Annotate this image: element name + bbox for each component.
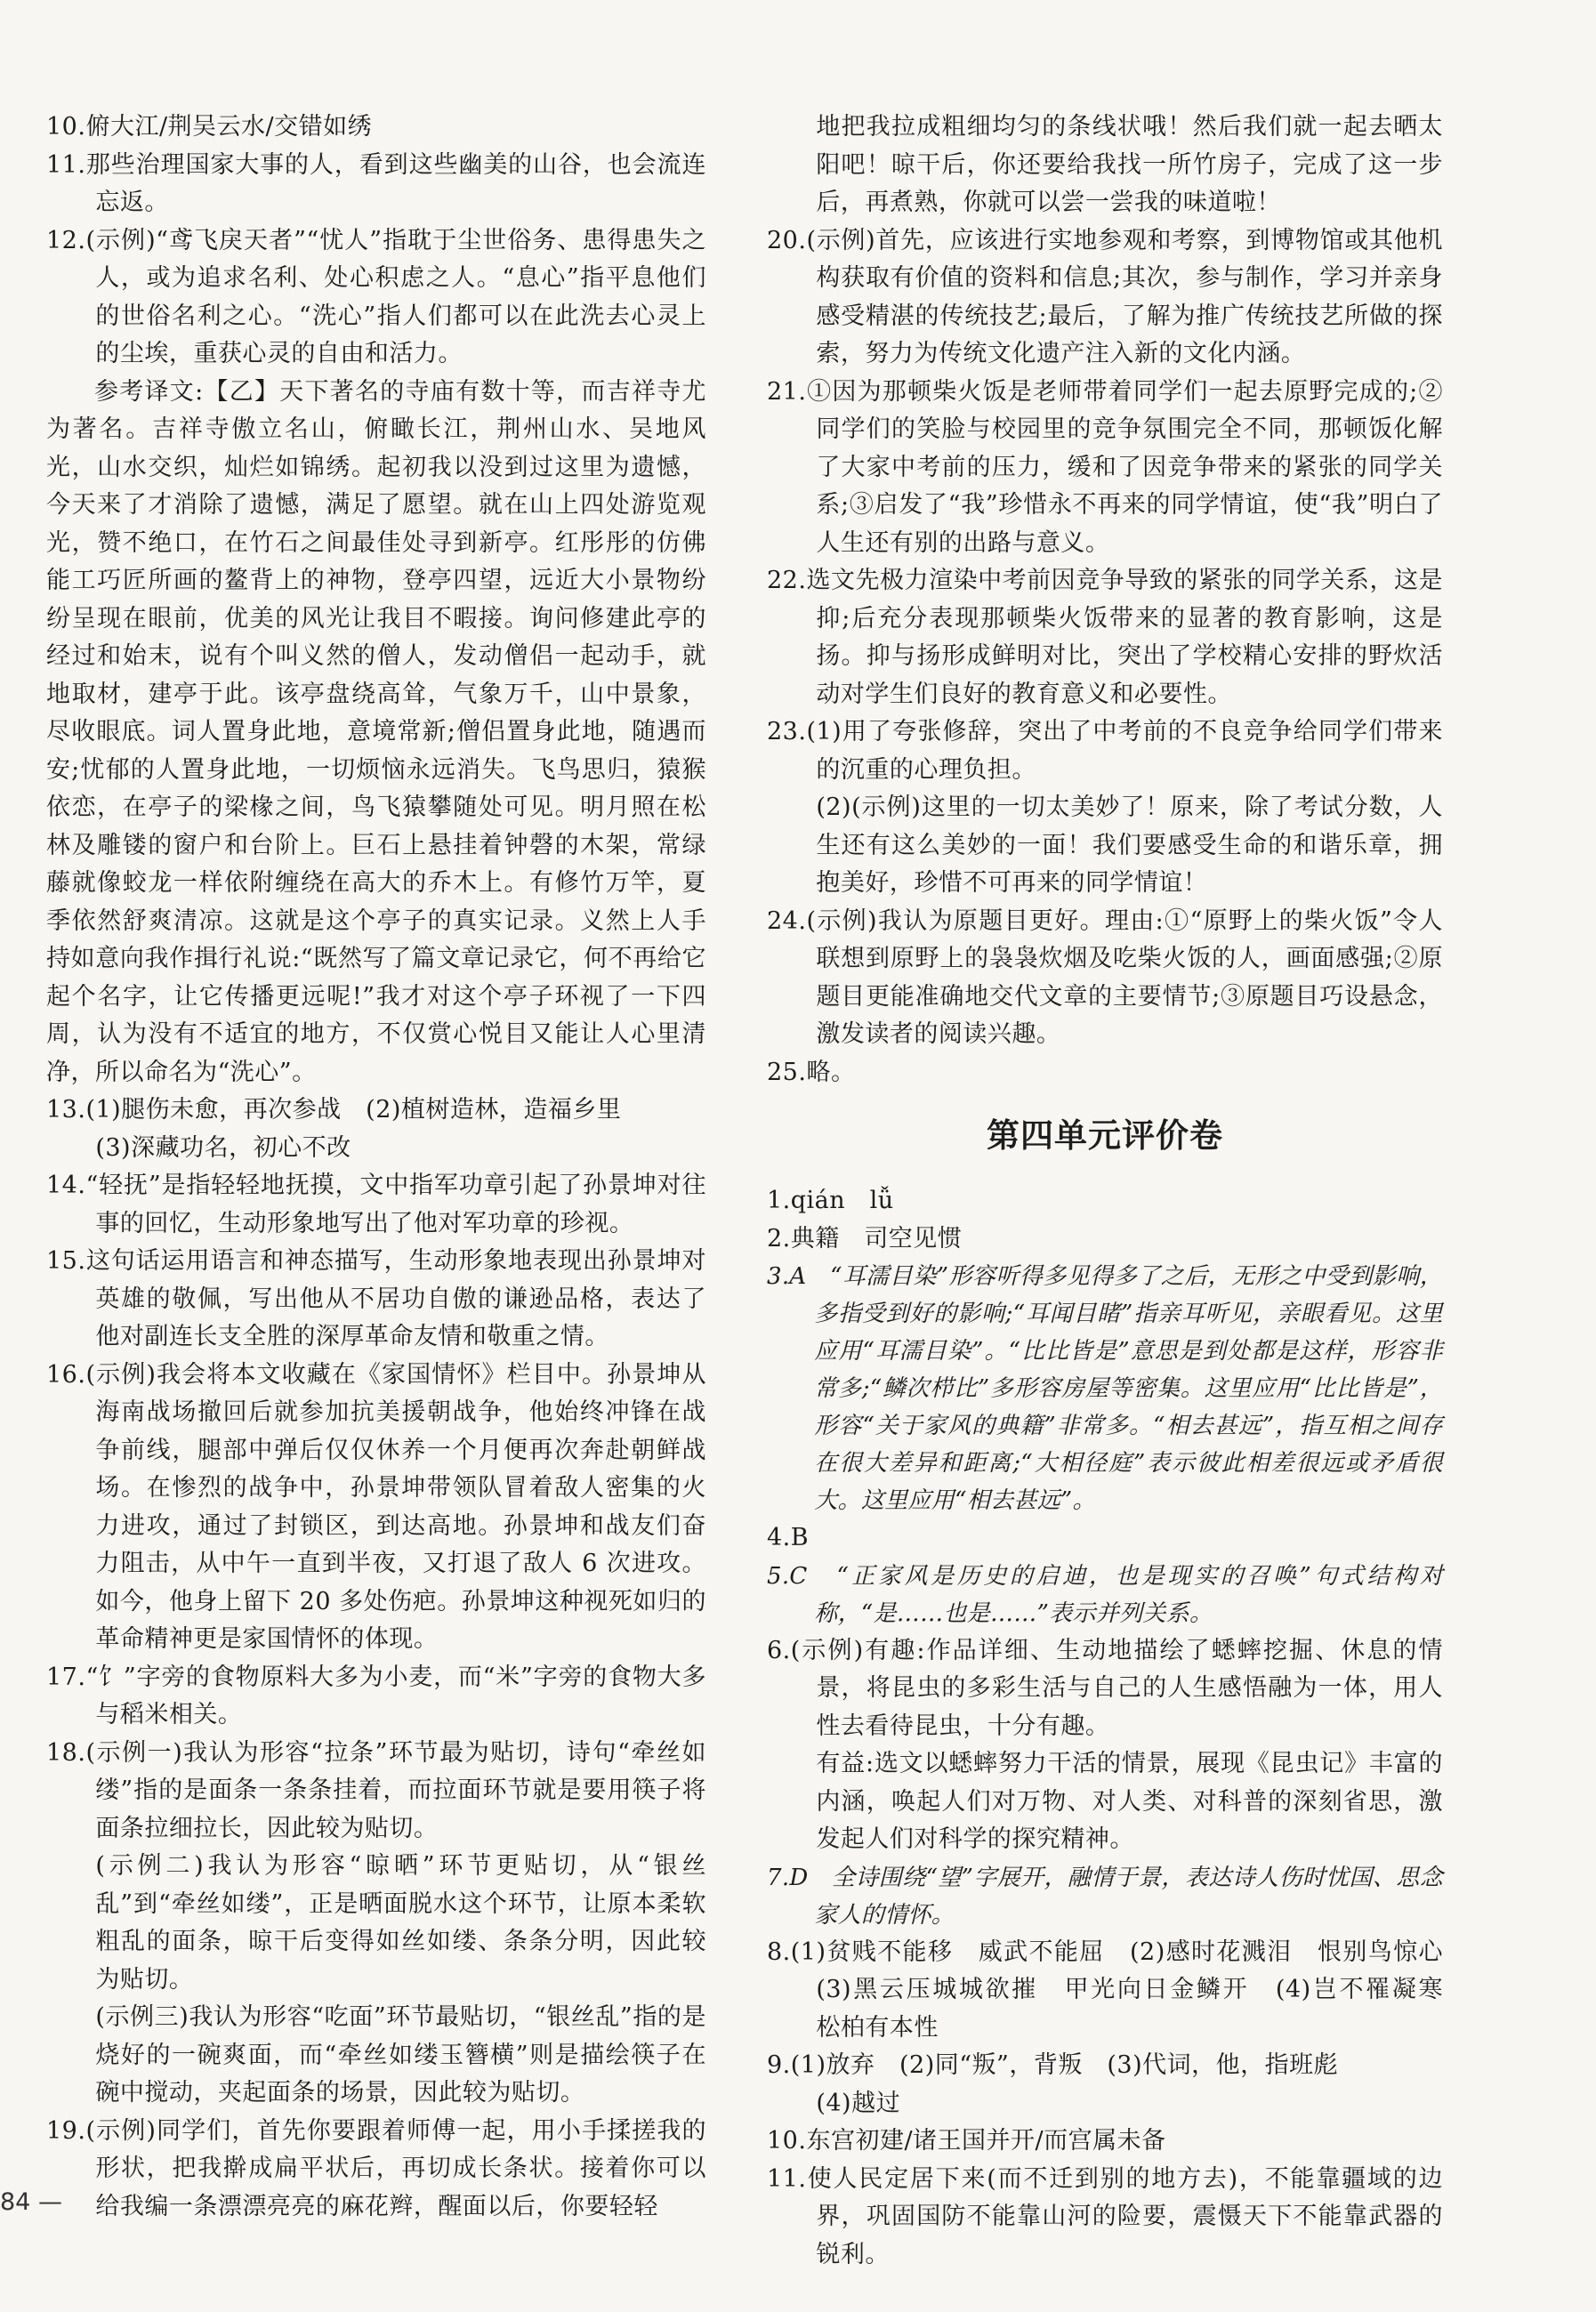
answer-paragraph: 11.使人民定居下来(而不迁到别的地方去)，不能靠疆域的边界，巩固国防不能靠山河的险要，震慑天下不能靠武器的锐利。 [767, 2164, 1443, 2268]
answer-paragraph: 19.(示例)同学们，首先你要跟着师傅一起，用小手揉搓我的形状，把我擀成扁平状后，再切成长条状。接着你可以给我编一条漂漂亮亮的麻花辫，醒面以后，你要轻轻 [46, 2116, 706, 2220]
answer-paragraph: 地把我拉成粗细均匀的条线状哦！然后我们就一起去晒太阳吧！晾干后，你还要给我找一所竹房子，完成了这一步后，再煮熟，你就可以尝一尝我的味道啦！ [816, 113, 1443, 216]
answer-paragraph: 13.(1)腿伤未愈，再次参战 (2)植树造林，造福乡里 [46, 1096, 622, 1124]
answer-paragraph: (示例二)我认为形容“晾晒”环节更贴切，从“银丝乱”到“牵丝如缕”，正是晒面脱水这个环节，让原本柔软粗乱的面条，晾干后变得如丝如缕、条条分明，因此较为贴切。 [95, 1852, 706, 1994]
answer-paragraph: 11.那些治理国家大事的人，看到这些幽美的山谷，也会流连忘返。 [46, 150, 706, 216]
answer-paragraph: 16.(示例)我会将本文收藏在《家国情怀》栏目中。孙景坤从海南战场撤回后就参加抗美援朝战争，他始终冲锋在战争前线，腿部中弹后仅仅休养一个月便再次奔赴朝鲜战场。在惨烈的战争中，孙景坤带领队冒着敌人密集的火力进攻，通过了封锁区，到达高地。孙景坤和战友们奋力阻击，从中午一直到半夜，又打退了敌人 6 次进攻。如今，他身上留下 20 多处伤疤。孙景坤这种视死如归的革命精神更是家国情怀的体现。 [46, 1360, 706, 1653]
answer-paragraph: 12.(示例)“鸢飞戾天者”“忧人”指耽于尘世俗务、患得患失之人，或为追求名利、处心积虑之人。“息心”指平息他们的世俗名利之心。“洗心”指人们都可以在此洗去心灵上的尘埃，重获心灵的自由和活力。 [46, 226, 706, 367]
answer-paragraph: 1.qián lǚ [767, 1187, 894, 1214]
answer-paragraph: 24.(示例)我认为原题目更好。理由:①“原野上的柴火饭”令人联想到原野上的袅袅炊烟及吃柴火饭的人，画面感强;②原题目更能准确地交代文章的主要情节;③原题目巧设悬念，激发读者的阅读兴趣。 [767, 906, 1443, 1048]
answer-paragraph: 17.“饣”字旁的食物原料大多为小麦，而“米”字旁的食物大多与稻米相关。 [46, 1663, 706, 1728]
answer-paragraph: 14.“轻抚”是指轻轻地抚摸，文中指军功章引起了孙景坤对往事的回忆，生动形象地写出了他对军功章的珍视。 [46, 1172, 706, 1237]
answer-paragraph: 3.A “耳濡目染”形容听得多见得多了之后，无形之中受到影响，多指受到好的影响;“耳闻目睹”指亲耳听见，亲眼看见。这里应用“耳濡目染”。“比比皆是”意思是到处都是这样，形容非常多;“鳞次栉比”多形容房屋等密集。这里应用“比比皆是”，形容“关于家风的典籍”非常多。“相去甚远”，指互相之间存在很大差异和距离;“大相径庭”表示彼此相差很远或矛盾很大。这里应用“相去甚远”。 [767, 1263, 1443, 1514]
answer-paragraph: 23.(1)用了夸张修辞，突出了中考前的不良竞争给同学们带来的沉重的心理负担。 [767, 718, 1443, 784]
page-number: 84 — [0, 2188, 62, 2216]
answer-paragraph: 10.俯大江/荆吴云水/交错如绣 [46, 113, 373, 141]
answer-paragraph: 7.D 全诗围绕“望”字展开，融情于景，表达诗人伤时忧国、思念家人的情怀。 [767, 1864, 1443, 1929]
answer-paragraph: 25.略。 [767, 1058, 856, 1086]
answer-paragraph: 20.(示例)首先，应该进行实地参观和考察，到博物馆或其他机构获取有价值的资料和信息;其次，参与制作，学习并亲身感受精湛的传统技艺;最后，了解为推广传统技艺所做的探索，努力为传统文化遗产注入新的文化内涵。 [767, 226, 1443, 367]
answer-paragraph: 4.B [767, 1524, 810, 1551]
answer-paragraph: 6.(示例)有趣:作品详细、生动地描绘了蟋蟀挖掘、休息的情景，将昆虫的多彩生活与自己的人生感悟融为一体，用人性去看待昆虫，十分有趣。 [767, 1636, 1443, 1740]
answer-paragraph: (4)越过 [816, 2089, 901, 2117]
answer-paragraph: (3)深藏功名，初心不改 [95, 1133, 351, 1162]
section-heading: 第四单元评价卷 [987, 1116, 1223, 1155]
answer-paragraph: 22.选文先极力渲染中考前因竞争导致的紧张的同学关系，这是抑;后充分表现那顿柴火饭带来的显著的教育影响，这是扬。抑与扬形成鲜明对比，突出了学校精心安排的野炊活动对学生们良好的教育意义和必要性。 [767, 567, 1443, 708]
answer-paragraph: 15.这句话运用语言和神态描写，生动形象地表现出孙景坤对英雄的敬佩，写出他从不居功自傲的谦逊品格，表达了他对副连长支全胜的深厚革命友情和敬重之情。 [46, 1247, 706, 1350]
answer-paragraph: 5.C “正家风是历史的启迪，也是现实的召唤”句式结构对称，“是……也是……”表示并列关系。 [767, 1562, 1443, 1627]
answer-paragraph: 有益:选文以蟋蟀努力干活的情景，展现《昆虫记》丰富的内涵，唤起人们对万物、对人类、对科普的深刻省思，激发起人们对科学的探究精神。 [816, 1750, 1443, 1853]
left-column [46, 109, 706, 2226]
answer-paragraph: 21.①因为那顿柴火饭是老师带着同学们一起去原野完成的;②同学们的笑脸与校园里的竞争氛围完全不同，那顿饭化解了大家中考前的压力，缓和了因竞争带来的紧张的同学关系;③启发了“我”珍惜永不再来的同学情谊，使“我”明白了人生还有别的出路与意义。 [767, 377, 1443, 557]
answer-paragraph: 9.(1)放弃 (2)同“叛”，背叛 (3)代词，他，指班彪 [767, 2051, 1339, 2079]
answer-paragraph: 10.东宫初建/诸王国并开/而宫属未备 [767, 2127, 1166, 2155]
answer-paragraph: 8.(1)贫贱不能移 威武不能屈 (2)感时花溅泪 恨别鸟惊心 (3)黑云压城城欲摧 甲光向日金鳞开 (4)岂不罹凝寒 松柏有本性 [767, 1937, 1468, 2042]
answer-paragraph: 参考译文:【乙】天下著名的寺庙有数十等，而吉祥寺尤为著名。吉祥寺傲立名山，俯瞰长江，荆州山水、吴地风光，山水交织，灿烂如锦绣。起初我以没到过这里为遗憾，今天来了才消除了遗憾，满足了愿望。就在山上四处游览观光，赞不绝口，在竹石之间最佳处寻到新亭。红彤彤的仿佛能工巧匠所画的鳌背上的神物，登亭四望，远近大小景物纷纷呈现在眼前，优美的风光让我目不暇接。询问修建此亭的经过和始末，说有个叫义然的僧人，发动僧侣一起动手，就地取材，建亭于此。该亭盘绕高耸，气象万千，山中景象，尽收眼底。词人置身此地，意境常新;僧侣置身此地，随遇而安;忧郁的人置身此地，一切烦恼永远消失。飞鸟思归，猿猴依恋，在亭子的梁椽之间，鸟飞猿攀随处可见。明月照在松林及雕镂的窗户和台阶上。巨石上悬挂着钟磬的木架，常绿藤就像蛟龙一样依附缠绕在高大的乔木上。有修竹万竿，夏季依然舒爽清凉。这就是这个亭子的真实记录。义然上人手持如意向我作揖行礼说:“既然写了篇文章记录它，何不再给它起个名字，让它传播更远呢!”我才对这个亭子环视了一下四周，认为没有不适宜的地方，不仅赏心悦目又能让人心里清净，所以命名为“洗心”。 [46, 377, 706, 1086]
answer-paragraph: 2.典籍 司空见惯 [767, 1224, 963, 1253]
right-column [767, 109, 1468, 2274]
answer-paragraph: (示例三)我认为形容“吃面”环节最贴切，“银丝乱”指的是烧好的一碗爽面，而“牵丝如缕玉簪横”则是描绘筷子在碗中搅动，夹起面条的场景，因此较为贴切。 [95, 2003, 706, 2107]
answer-paragraph: (2)(示例)这里的一切太美妙了！原来，除了考试分数，人生还有这么美妙的一面！我们要感受生命的和谐乐章，拥抱美好，珍惜不可再来的同学情谊！ [816, 793, 1443, 897]
answer-paragraph: 18.(示例一)我认为形容“拉条”环节最为贴切，诗句“牵丝如缕”指的是面条一条条挂着，而拉面环节就是要用筷子将面条拉细拉长，因此较为贴切。 [46, 1738, 706, 1842]
